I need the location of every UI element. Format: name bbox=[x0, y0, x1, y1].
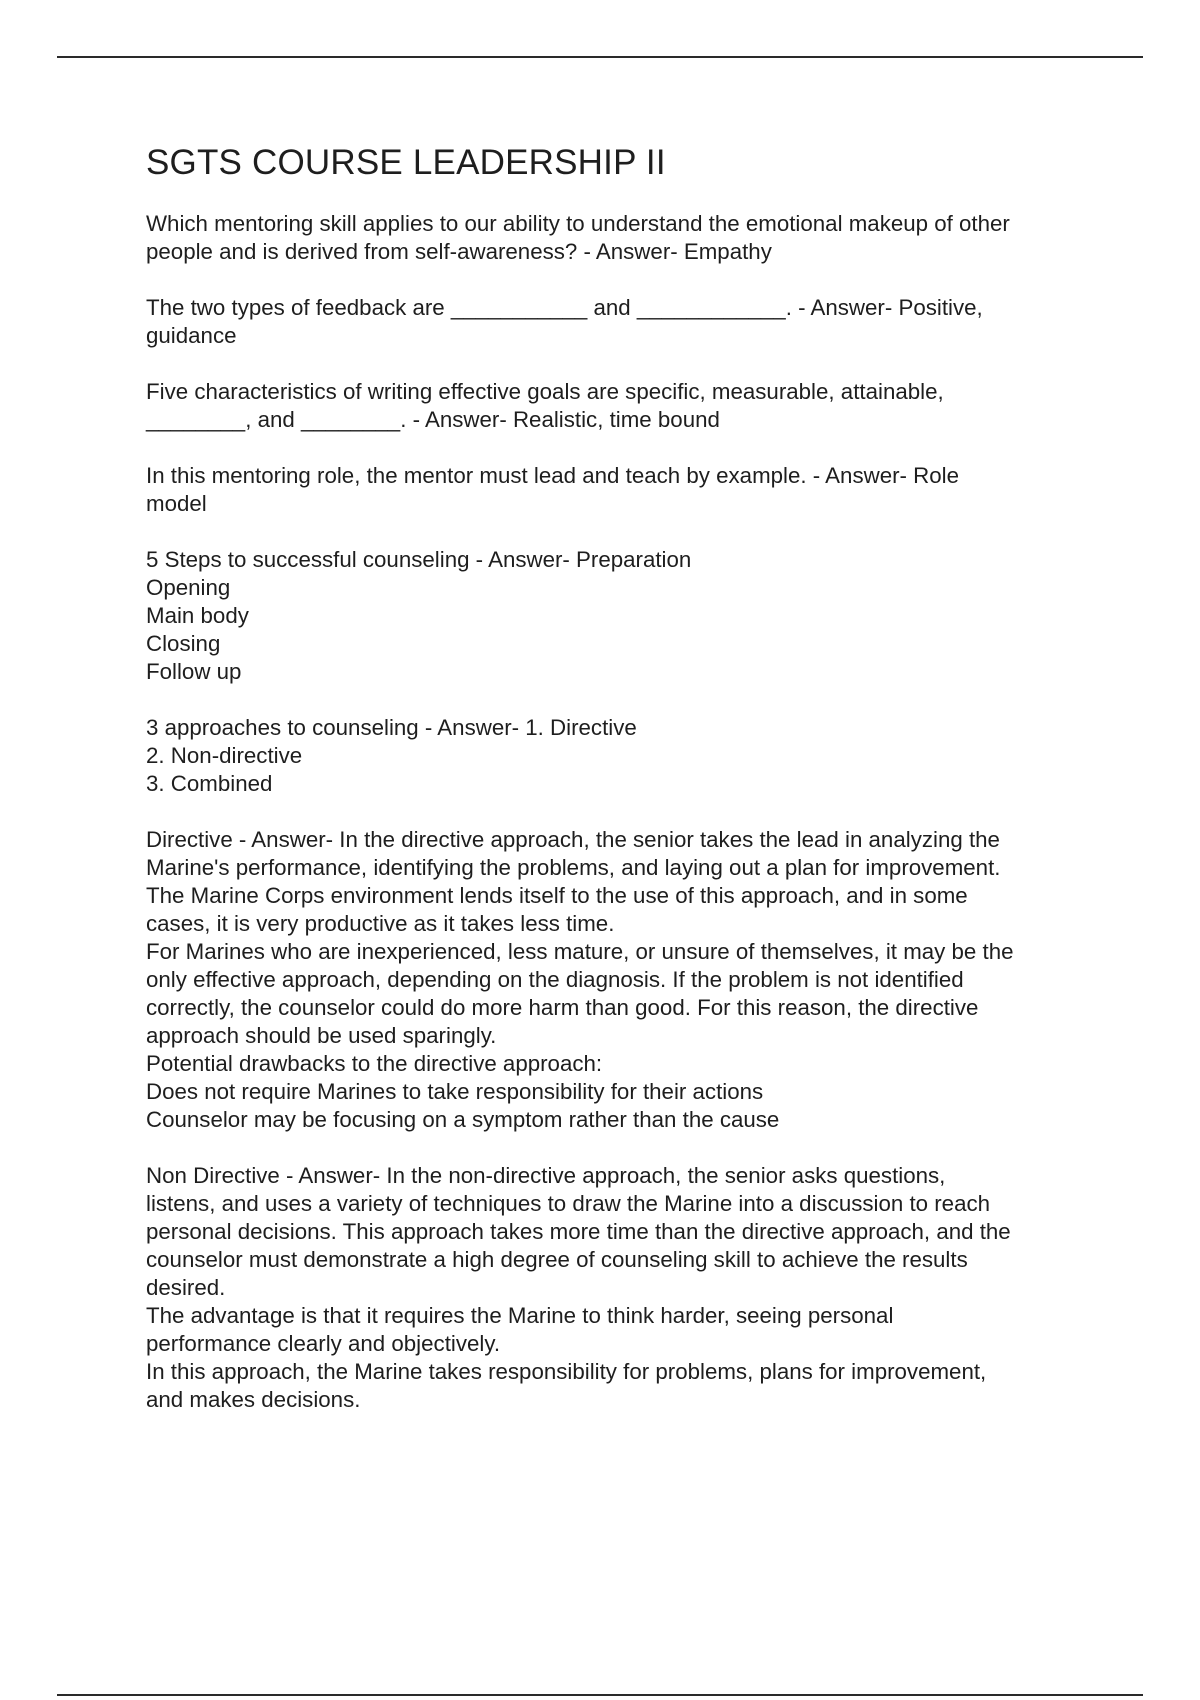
qa-line: cases, it is very productive as it takes less time. bbox=[146, 911, 615, 936]
qa-line: only effective approach, depending on the diagnosis. If the problem is not identified bbox=[146, 967, 964, 992]
bottom-rule bbox=[57, 1694, 1143, 1696]
qa-line: Potential drawbacks to the directive approach: bbox=[146, 1051, 603, 1076]
page-title: SGTS COURSE LEADERSHIP II bbox=[146, 143, 666, 182]
top-rule bbox=[57, 56, 1143, 58]
qa-line: In this mentoring role, the mentor must lead and teach by example. - Answer- Role bbox=[146, 463, 959, 488]
qa-line: Directive - Answer- In the directive approach, the senior takes the lead in analyzing the bbox=[146, 827, 1000, 852]
qa-line: performance clearly and objectively. bbox=[146, 1331, 501, 1356]
qa-line: desired. bbox=[146, 1275, 226, 1300]
qa-line: Marine's performance, identifying the problems, and laying out a plan for improvement. bbox=[146, 855, 1001, 880]
qa-line: ________, and ________. - Answer- Realistic, time bound bbox=[146, 407, 720, 432]
qa-line: Counselor may be focusing on a symptom rather than the cause bbox=[146, 1107, 780, 1132]
qa-entry bbox=[146, 1162, 1096, 1414]
qa-line: In this approach, the Marine takes responsibility for problems, plans for improvement, bbox=[146, 1359, 987, 1384]
qa-line: 3 approaches to counseling - Answer- 1. Directive bbox=[146, 715, 637, 740]
qa-line: correctly, the counselor could do more harm than good. For this reason, the directive bbox=[146, 995, 979, 1020]
qa-entry bbox=[146, 378, 1096, 434]
qa-entry bbox=[146, 826, 1096, 1134]
qa-line: 5 Steps to successful counseling - Answer- Preparation bbox=[146, 547, 692, 572]
qa-line: Follow up bbox=[146, 659, 242, 684]
qa-line: personal decisions. This approach takes more time than the directive approach, and the bbox=[146, 1219, 1011, 1244]
qa-line: The Marine Corps environment lends itself to the use of this approach, and in some bbox=[146, 883, 968, 908]
qa-entry bbox=[146, 210, 1096, 266]
qa-line: Closing bbox=[146, 631, 221, 656]
qa-entry bbox=[146, 294, 1096, 350]
qa-entry bbox=[146, 714, 1096, 798]
qa-line: 3. Combined bbox=[146, 771, 273, 796]
qa-line: Opening bbox=[146, 575, 231, 600]
qa-line: and makes decisions. bbox=[146, 1387, 361, 1412]
qa-list bbox=[146, 210, 1096, 1414]
qa-line: Five characteristics of writing effective goals are specific, measurable, attainable, bbox=[146, 379, 944, 404]
qa-line: Non Directive - Answer- In the non-directive approach, the senior asks questions, bbox=[146, 1163, 946, 1188]
qa-line: For Marines who are inexperienced, less mature, or unsure of themselves, it may be the bbox=[146, 939, 1014, 964]
qa-entry bbox=[146, 546, 1096, 686]
qa-line: Does not require Marines to take responsibility for their actions bbox=[146, 1079, 764, 1104]
qa-line: 2. Non-directive bbox=[146, 743, 303, 768]
document-body bbox=[146, 142, 1096, 1442]
qa-line: Main body bbox=[146, 603, 249, 628]
qa-line: The advantage is that it requires the Marine to think harder, seeing personal bbox=[146, 1303, 894, 1328]
qa-line: listens, and uses a variety of techniques to draw the Marine into a discussion to reach bbox=[146, 1191, 991, 1216]
qa-line: people and is derived from self-awareness? - Answer- Empathy bbox=[146, 239, 772, 264]
qa-line: approach should be used sparingly. bbox=[146, 1023, 497, 1048]
qa-line: model bbox=[146, 491, 207, 516]
qa-entry bbox=[146, 462, 1096, 518]
qa-line: Which mentoring skill applies to our ability to understand the emotional makeup of other bbox=[146, 211, 1010, 236]
qa-line: counselor must demonstrate a high degree of counseling skill to achieve the results bbox=[146, 1247, 968, 1272]
qa-line: The two types of feedback are ___________ and ____________. - Answer- Positive, bbox=[146, 295, 983, 320]
qa-line: guidance bbox=[146, 323, 237, 348]
